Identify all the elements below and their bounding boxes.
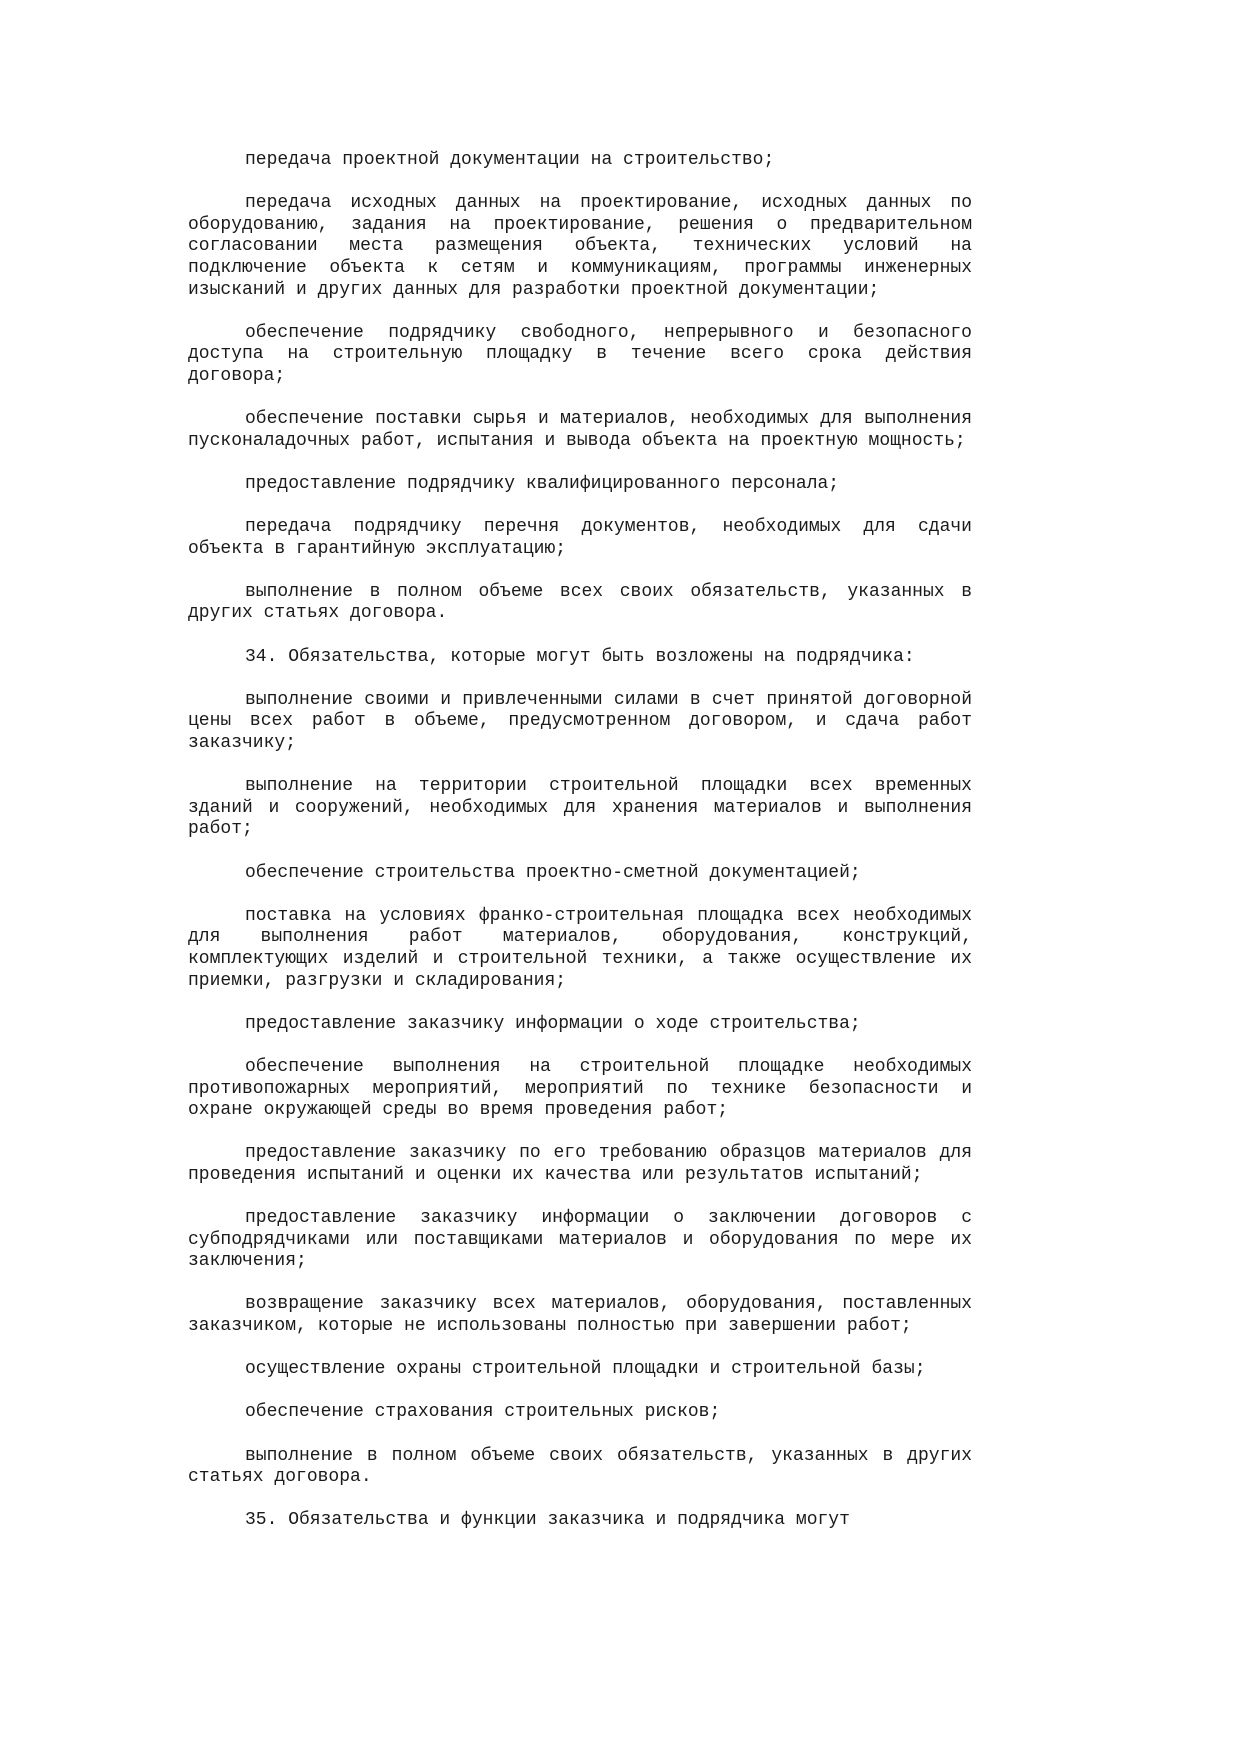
- paragraph-site-security: осуществление охраны строительной площадки и строительной базы;: [245, 1359, 926, 1380]
- paragraph-estimate-docs: обеспечение строительства проектно-сметной документацией;: [245, 862, 861, 883]
- paragraph-customer-obligations-full: выполнение в полном объеме всех своих обязательств, указанных в других статьях договора.: [188, 581, 972, 624]
- paragraph-subcontractor-info: предоставление заказчику информации о заключении договоров с субподрядчиками или поставщиками материалов и оборудования по мере их заключения;: [188, 1208, 972, 1272]
- paragraph-documents-list: передача подрядчику перечня документов, необходимых для сдачи объекта в гарантийную эксплуатацию;: [188, 517, 972, 559]
- paragraph-safety-measures: обеспечение выполнения на строительной площадке необходимых противопожарных мероприятий, мероприятий по технике безопасности и охране окружающей среды во время проведения работ;: [188, 1056, 972, 1121]
- paragraph-materials-supply: обеспечение поставки сырья и материалов, необходимых для выполнения пусконаладочных работ, испытания и вывода объекта на проектную мощность;: [188, 409, 972, 451]
- paragraph-design-docs-transfer: передача проектной документации на строительство;: [245, 150, 775, 170]
- paragraph-works-execution: выполнение своими и привлеченными силами в счет принятой договорной цены всех работ в объеме, предусмотренном договором, и сдача работ заказчику;: [188, 689, 972, 754]
- paragraph-initial-data-transfer: передача исходных данных на проектирование, исходных данных по оборудованию, задания на проектирование, решения о предварительном согласовании места размещения объекта, технических условий на подключение объекта к сетям и коммуникациям, программы инженерных изысканий и других данных для разработки проектной документации;: [188, 193, 972, 300]
- paragraph-progress-info: предоставление заказчику информации о ходе строительства;: [245, 1013, 861, 1034]
- paragraph-personnel: предоставление подрядчику квалифицированного персонала;: [245, 473, 840, 494]
- paragraph-contractor-obligations-full: выполнение в полном объеме своих обязательств, указанных в других статьях договора.: [188, 1445, 972, 1488]
- paragraph-risk-insurance: обеспечение страхования строительных рисков;: [245, 1402, 721, 1423]
- section-heading-35: 35. Обязательства и функции заказчика и подрядчика могут: [245, 1510, 850, 1531]
- document-body: [188, 150, 972, 1554]
- paragraph-temporary-buildings: выполнение на территории строительной площадки всех временных зданий и сооружений, необходимых для хранения материалов и выполнения работ;: [188, 776, 972, 840]
- paragraph-return-materials: возвращение заказчику всех материалов, оборудования, поставленных заказчиком, которые не использованы полностью при завершении работ;: [188, 1294, 972, 1337]
- section-heading-34: 34. Обязательства, которые могут быть возложены на подрядчика:: [245, 646, 915, 667]
- paragraph-material-samples: предоставление заказчику по его требованию образцов материалов для проведения испытаний и оценки их качества или результатов испытаний;: [188, 1143, 972, 1185]
- paragraph-site-access: обеспечение подрядчику свободного, непрерывного и безопасного доступа на строительную площадку в течение всего срока действия договора;: [188, 322, 972, 386]
- paragraph-franco-supply: поставка на условиях франко-строительная площадка всех необходимых для выполнения работ материалов, оборудования, конструкций, комплектующих изделий и строительной техники, а также осуществление их приемки, разгрузки и складирования;: [188, 905, 972, 991]
